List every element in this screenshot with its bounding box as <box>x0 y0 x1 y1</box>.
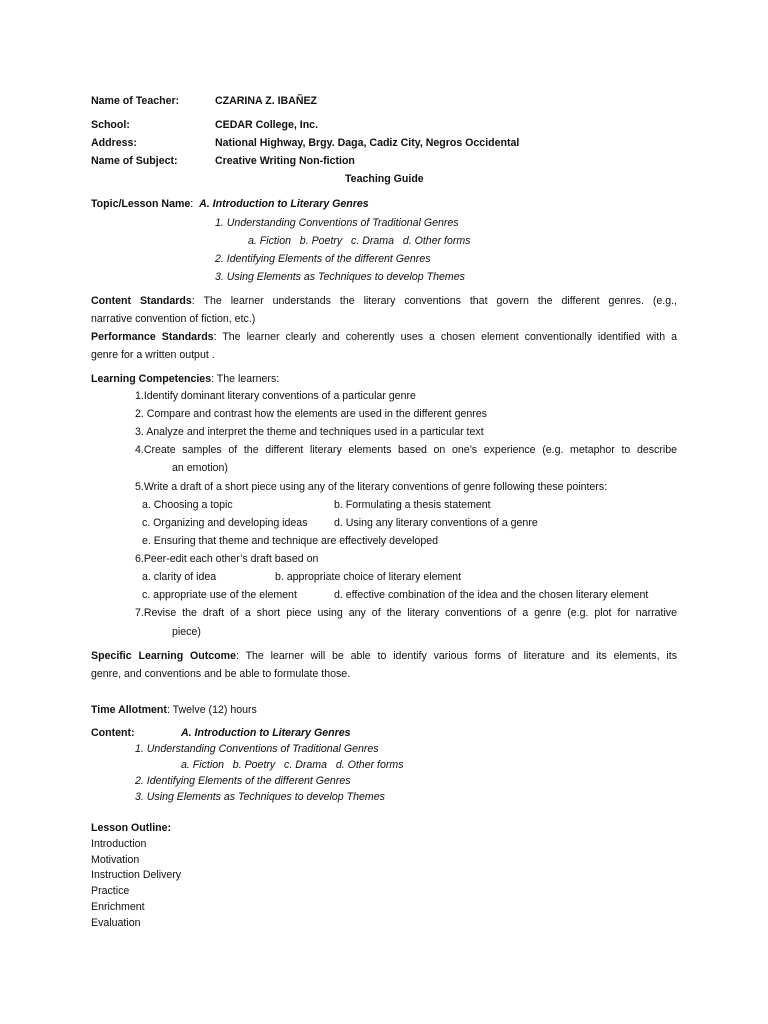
subject-value: Creative Writing Non-fiction <box>215 155 355 167</box>
competency-5e: e. Ensuring that theme and technique are effectively developed <box>142 535 439 547</box>
competency-1: 1.Identify dominant literary conventions of a particular genre <box>135 390 416 402</box>
competency-6d: d. effective combination of the idea and the chosen literary element <box>334 589 649 601</box>
outline-item: Practice <box>91 885 130 897</box>
content-label: Content: <box>91 727 135 739</box>
guide-title: Teaching Guide <box>345 173 424 185</box>
topic-item-2: 2. Identifying Elements of the different Genres <box>215 253 431 265</box>
content-name: A. Introduction to Literary Genres <box>181 727 351 739</box>
content-item-3: 3. Using Elements as Techniques to develop Themes <box>135 791 385 803</box>
competency-7-line1: 7.Revise the draft of a short piece using any of the literary conventions of a genre (e.g. plot for narrative <box>135 607 677 619</box>
content-standards-text: : The learner understands the literary conventions that govern the different genres. (e.g., <box>191 295 677 307</box>
competency-5c: c. Organizing and developing ideas <box>142 517 308 529</box>
competencies-heading <box>91 373 279 386</box>
competency-7-line2: piece) <box>172 626 201 638</box>
performance-standards-text: : The learner clearly and coherently uses a chosen element conventionally identified with a <box>213 331 677 343</box>
lesson-outline-label: Lesson Outline: <box>91 822 172 834</box>
competency-6a: a. clarity of idea <box>142 571 217 583</box>
competency-4-line2: an emotion) <box>172 462 228 474</box>
topic-item-1: 1. Understanding Conventions of Traditional Genres <box>215 217 459 229</box>
topic-item-3: 3. Using Elements as Techniques to develop Themes <box>215 271 465 283</box>
performance-standards-label: Performance Standards <box>91 331 214 343</box>
content-item-1-sub: a. Fiction b. Poetry c. Drama d. Other forms <box>181 759 404 771</box>
competency-3: 3. Analyze and interpret the theme and techniques used in a particular text <box>135 426 484 438</box>
outline-item: Instruction Delivery <box>91 869 182 881</box>
content-item-1: 1. Understanding Conventions of Traditional Genres <box>135 743 379 755</box>
content-item-2: 2. Identifying Elements of the different Genres <box>135 775 351 787</box>
competencies-intro: : The learners: <box>211 373 280 385</box>
address-value: National Highway, Brgy. Daga, Cadiz City, Negros Occidental <box>215 137 520 149</box>
competency-6b: b. appropriate choice of literary element <box>275 571 462 583</box>
outline-item: Enrichment <box>91 901 145 913</box>
school-value: CEDAR College, Inc. <box>215 119 319 131</box>
topic-name: A. Introduction to Literary Genres <box>199 198 369 210</box>
competencies-label: Learning Competencies <box>91 373 212 385</box>
outline-item: Introduction <box>91 838 147 850</box>
performance-standards-line2: genre for a written output . <box>91 349 215 361</box>
address-label: Address: <box>91 137 137 149</box>
outcome-text: : The learner will be able to identify various forms of literature and its elements, its <box>235 650 677 662</box>
competency-5a: a. Choosing a topic <box>142 499 233 511</box>
outcome-label: Specific Learning Outcome <box>91 650 236 662</box>
topic-item-1-sub: a. Fiction b. Poetry c. Drama d. Other forms <box>248 235 471 247</box>
performance-standards-line1 <box>91 331 677 344</box>
time-value: : Twelve (12) hours <box>166 704 257 716</box>
competency-5: 5.Write a draft of a short piece using any of the literary conventions of genre following these pointers: <box>135 481 608 493</box>
competency-5b: b. Formulating a thesis statement <box>334 499 491 511</box>
topic-colon: : <box>190 198 194 210</box>
content-standards-label: Content Standards <box>91 295 192 307</box>
topic-label: Topic/Lesson Name <box>91 198 191 210</box>
competency-2: 2. Compare and contrast how the elements are used in the different genres <box>135 408 487 420</box>
content-standards-line1 <box>91 295 677 308</box>
competency-4-line1: 4.Create samples of the different literary elements based on one’s experience (e.g. metaphor to describe <box>135 444 677 456</box>
school-label: School: <box>91 119 130 131</box>
time-allotment <box>91 704 257 717</box>
outcome-line1 <box>91 650 677 663</box>
teacher-label: Name of Teacher: <box>91 95 180 107</box>
competency-6: 6.Peer-edit each other’s draft based on <box>135 553 319 565</box>
teacher-value: CZARINA Z. IBAÑEZ <box>215 95 318 107</box>
topic-line <box>91 198 369 211</box>
subject-label: Name of Subject: <box>91 155 178 167</box>
time-label: Time Allotment <box>91 704 167 716</box>
outcome-line2: genre, and conventions and be able to formulate those. <box>91 668 351 680</box>
competency-5d: d. Using any literary conventions of a genre <box>334 517 538 529</box>
outline-item: Motivation <box>91 854 140 866</box>
content-standards-line2: narrative convention of fiction, etc.) <box>91 313 256 325</box>
outline-item: Evaluation <box>91 917 141 929</box>
competency-6c: c. appropriate use of the element <box>142 589 297 601</box>
